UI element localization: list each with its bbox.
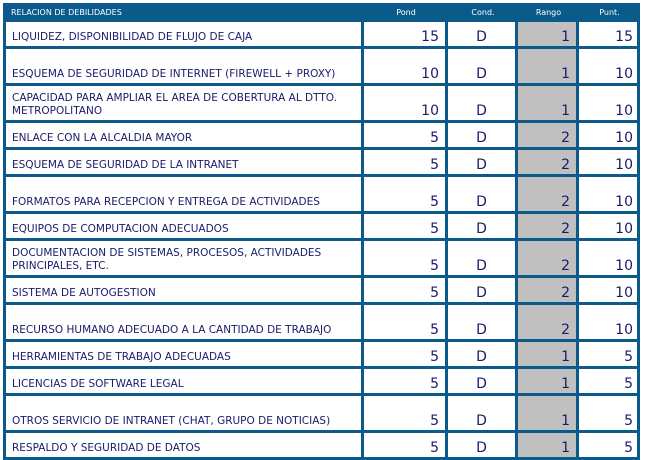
row-cond: D: [448, 342, 515, 366]
row-cond: D: [448, 241, 515, 275]
table-row: [6, 396, 637, 430]
row-pond: 5: [364, 177, 445, 211]
row-rango: 2: [518, 177, 576, 211]
row-cond: D: [448, 22, 515, 46]
row-rango: 1: [518, 86, 576, 120]
table-row: [6, 214, 637, 238]
table-row: [6, 342, 637, 366]
row-description: EQUIPOS DE COMPUTACION ADECUADOS: [6, 214, 361, 238]
header-pond: Pond: [364, 6, 445, 19]
table-row: [6, 305, 637, 339]
row-cond: D: [448, 433, 515, 457]
table-row: [6, 278, 637, 302]
row-rango: 1: [518, 22, 576, 46]
row-punt: 10: [579, 177, 637, 211]
row-cond: D: [448, 305, 515, 339]
row-rango: 2: [518, 278, 576, 302]
row-description: ESQUEMA DE SEGURIDAD DE LA INTRANET: [6, 150, 361, 174]
row-description: DOCUMENTACION DE SISTEMAS, PROCESOS, ACTIVIDADES PRINCIPALES, ETC.: [6, 241, 361, 275]
row-punt: 10: [579, 86, 637, 120]
table-row: [6, 123, 637, 147]
row-cond: D: [448, 86, 515, 120]
table-row: [6, 369, 637, 393]
row-punt: 10: [579, 278, 637, 302]
row-rango: 1: [518, 342, 576, 366]
row-pond: 5: [364, 396, 445, 430]
table-row: [6, 433, 637, 457]
row-punt: 10: [579, 214, 637, 238]
row-pond: 5: [364, 342, 445, 366]
header-relacion: RELACION DE DEBILIDADES: [6, 6, 361, 19]
row-pond: 5: [364, 123, 445, 147]
row-rango: 2: [518, 150, 576, 174]
table-row: [6, 86, 637, 120]
row-cond: D: [448, 123, 515, 147]
row-description: RECURSO HUMANO ADECUADO A LA CANTIDAD DE TRABAJO: [6, 305, 361, 339]
row-rango: 1: [518, 369, 576, 393]
table-row: [6, 22, 637, 46]
row-cond: D: [448, 49, 515, 83]
row-punt: 5: [579, 396, 637, 430]
row-rango: 1: [518, 433, 576, 457]
row-pond: 5: [364, 278, 445, 302]
row-description: LICENCIAS DE SOFTWARE LEGAL: [6, 369, 361, 393]
row-pond: 10: [364, 86, 445, 120]
row-cond: D: [448, 396, 515, 430]
row-cond: D: [448, 177, 515, 211]
row-description: ENLACE CON LA ALCALDIA MAYOR: [6, 123, 361, 147]
row-description: SISTEMA DE AUTOGESTION: [6, 278, 361, 302]
row-cond: D: [448, 278, 515, 302]
table-row: [6, 49, 637, 83]
table-row: [6, 241, 637, 275]
row-rango: 2: [518, 305, 576, 339]
row-cond: D: [448, 369, 515, 393]
row-description: ESQUEMA DE SEGURIDAD DE INTERNET (FIREWELL + PROXY): [6, 49, 361, 83]
row-description: RESPALDO Y SEGURIDAD DE DATOS: [6, 433, 361, 457]
row-description: CAPACIDAD PARA AMPLIAR EL AREA DE COBERTURA AL DTTO. METROPOLITANO: [6, 86, 361, 120]
row-punt: 10: [579, 241, 637, 275]
table-body: [6, 22, 637, 457]
row-pond: 5: [364, 305, 445, 339]
row-punt: 5: [579, 369, 637, 393]
header-rango: Rango: [518, 6, 576, 19]
header-punt: Punt.: [579, 6, 637, 19]
header-row: [6, 6, 637, 19]
row-description: OTROS SERVICIO DE INTRANET (CHAT, GRUPO DE NOTICIAS): [6, 396, 361, 430]
row-rango: 2: [518, 214, 576, 238]
row-rango: 1: [518, 396, 576, 430]
row-cond: D: [448, 150, 515, 174]
table-row: [6, 177, 637, 211]
debilidades-table: [3, 3, 640, 460]
row-rango: 2: [518, 123, 576, 147]
debilidades-table-container: [3, 3, 640, 460]
row-pond: 5: [364, 369, 445, 393]
row-pond: 5: [364, 433, 445, 457]
header-cond: Cond.: [448, 6, 515, 19]
row-punt: 15: [579, 22, 637, 46]
row-pond: 10: [364, 49, 445, 83]
row-description: HERRAMIENTAS DE TRABAJO ADECUADAS: [6, 342, 361, 366]
row-pond: 15: [364, 22, 445, 46]
row-punt: 5: [579, 433, 637, 457]
row-punt: 5: [579, 342, 637, 366]
row-pond: 5: [364, 150, 445, 174]
row-punt: 10: [579, 150, 637, 174]
row-pond: 5: [364, 214, 445, 238]
row-rango: 2: [518, 241, 576, 275]
row-rango: 1: [518, 49, 576, 83]
row-description: FORMATOS PARA RECEPCION Y ENTREGA DE ACTIVIDADES: [6, 177, 361, 211]
row-pond: 5: [364, 241, 445, 275]
row-cond: D: [448, 214, 515, 238]
row-description: LIQUIDEZ, DISPONIBILIDAD DE FLUJO DE CAJA: [6, 22, 361, 46]
row-punt: 10: [579, 305, 637, 339]
table-row: [6, 150, 637, 174]
row-punt: 10: [579, 49, 637, 83]
row-punt: 10: [579, 123, 637, 147]
